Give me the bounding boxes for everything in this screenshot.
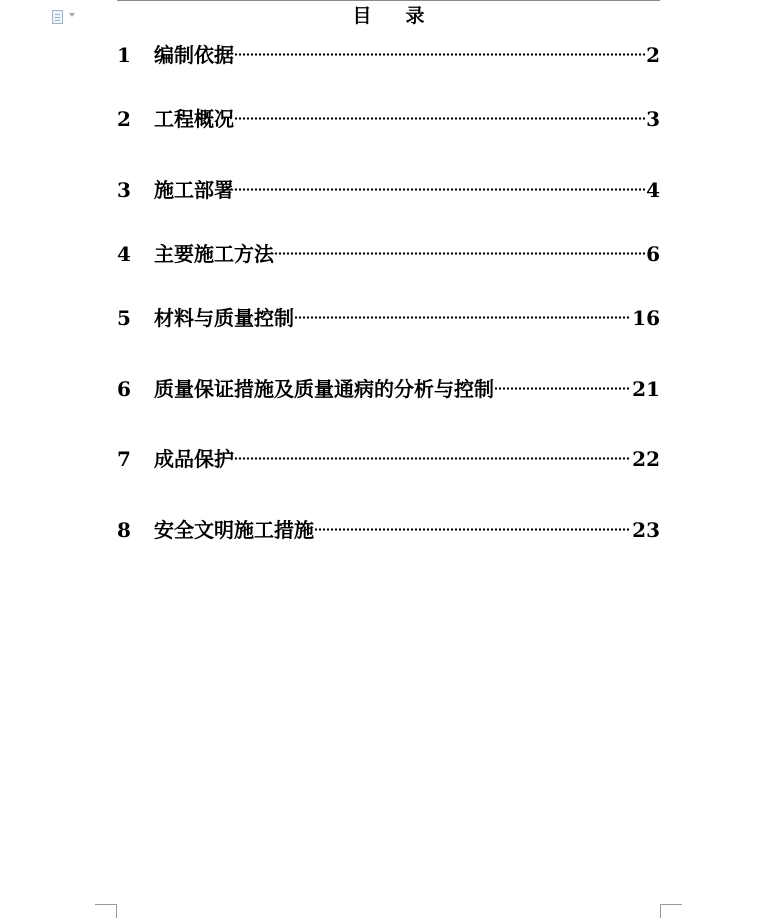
toc-entry-title: 工程概况	[154, 107, 234, 131]
toc-entry[interactable]	[117, 295, 660, 330]
toc-entry-number: 7	[117, 447, 131, 471]
toc-entry-number: 1	[117, 43, 131, 67]
toc-entry-title: 编制依据	[154, 43, 234, 67]
toc-title-char-1: 目	[352, 5, 372, 27]
page-corner-mark-left	[95, 904, 117, 918]
toc-entry-title: 成品保护	[154, 447, 234, 471]
toc-title	[117, 2, 660, 30]
toc-entry-number: 4	[117, 242, 131, 266]
toc-leader-dots	[234, 167, 646, 197]
toc-entry-page: 3	[646, 107, 660, 131]
toc-entry-title: 质量保证措施及质量通病的分析与控制	[154, 377, 494, 401]
toc-entry-page: 23	[632, 518, 660, 542]
toc-entry[interactable]	[117, 32, 660, 67]
toc-entry-page: 16	[632, 306, 660, 330]
toc-entry-number: 8	[117, 518, 131, 542]
toc-entry-number: 6	[117, 377, 131, 401]
toc-leader-dots	[234, 32, 646, 62]
toc-entry-number: 2	[117, 107, 131, 131]
toc-leader-dots	[494, 366, 632, 396]
document-icon[interactable]	[52, 10, 63, 24]
toc-entry-page: 2	[646, 43, 660, 67]
toc-entry-number: 5	[117, 306, 131, 330]
toc-leader-dots	[314, 507, 632, 537]
toc-entry-page: 4	[646, 178, 660, 202]
page-corner-mark-right	[660, 904, 682, 918]
toc-entry-title: 安全文明施工措施	[154, 518, 314, 542]
toc-entry[interactable]	[117, 507, 660, 542]
toc-entry-page: 6	[646, 242, 660, 266]
toc-entry-title: 材料与质量控制	[154, 306, 294, 330]
toc-entry[interactable]	[117, 96, 660, 131]
toc-entry[interactable]	[117, 366, 660, 401]
toc-leader-dots	[274, 231, 646, 261]
toc-leader-dots	[294, 295, 632, 325]
toc-entry-page: 22	[632, 447, 660, 471]
toc-entry-number: 3	[117, 178, 131, 202]
toc-entry[interactable]	[117, 231, 660, 266]
chevron-down-icon[interactable]	[69, 13, 75, 17]
toc-leader-dots	[234, 96, 646, 126]
toc-entry-title: 主要施工方法	[154, 242, 274, 266]
toc-leader-dots	[234, 436, 632, 466]
toc-entry[interactable]	[117, 167, 660, 202]
toc-title-char-2: 录	[405, 5, 425, 27]
toc-entry[interactable]	[117, 436, 660, 471]
top-margin-rule	[117, 0, 660, 1]
toc-entry-page: 21	[632, 377, 660, 401]
toc-entry-title: 施工部署	[154, 178, 234, 202]
